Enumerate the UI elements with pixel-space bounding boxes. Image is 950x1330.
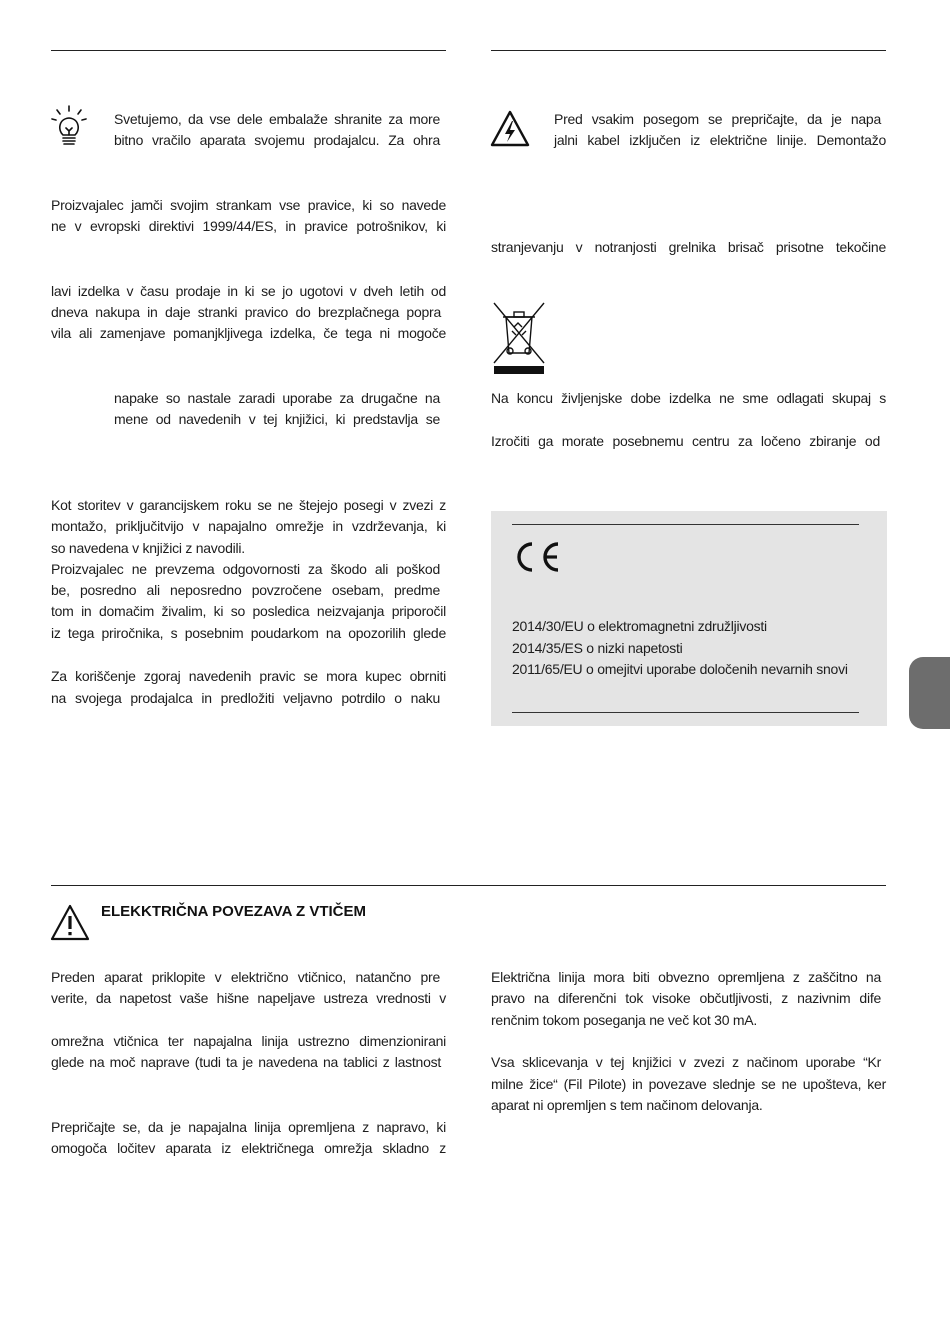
elec-right-p1-line-2: pravo na diferenčni tok visoke občutljivosti, z nazivnim dife xyxy=(491,990,881,1006)
service-line-2: montažo, priključitvijo v napajalno omrežje in vzdrževanja, ki xyxy=(51,518,446,534)
section-heading: ELEKKTRIČNA POVEZAVA Z VTIČEM xyxy=(101,903,367,920)
warning-triangle-icon xyxy=(50,904,90,941)
heater-line: stranjevanju v notranjosti grelnika brisač prisotne tekočine xyxy=(491,239,886,255)
crossed-out-bin-icon xyxy=(492,301,546,375)
high-voltage-warning-icon xyxy=(490,110,530,147)
service-line-6: tom in domačim živalim, ki so posledica neizvajanja priporočil xyxy=(51,603,446,619)
warranty2-line-3: vila ali zamenjave pomanjkljivega izdelka, če tega ni mogoče xyxy=(51,325,446,341)
service-line-5: be, posredno ali neposredno povzročene osebam, predme xyxy=(51,582,440,598)
elec-right-p2-line-3: aparat ni opremljen s tem načinom delovanja. xyxy=(491,1097,763,1113)
warranty2-line-1: lavi izdelka v času prodaje in ki se jo ugotovi v dveh letih od xyxy=(51,283,446,299)
tip-line-2: bitno vračilo aparata svojemu prodajalcu. Za ohra xyxy=(114,132,440,148)
elec-left-p3-line-2: omogoča ločitev aparata iz električnega omrežja skladno z xyxy=(51,1140,446,1156)
elec-right-p2-line-1: Vsa sklicevanja v tej knjižici v zvezi z načinom uporabe “Kr xyxy=(491,1054,881,1070)
elec-left-p2-line-1: omrežna vtičnica ter napajalna linija ustrezno dimenzionirani xyxy=(51,1033,446,1049)
service-line-7: iz tega priročnika, s posebnim poudarkom na opozorilih glede xyxy=(51,625,446,641)
elec-right-p2-line-2: milne žice“ (Fil Pilote) in povezave slednje se ne upošteva, ker xyxy=(491,1076,886,1092)
ce-mark-icon xyxy=(512,540,562,574)
disposal-line-2: Izročiti ga morate posebnemu centru za ločeno zbiranje od xyxy=(491,433,880,449)
top-rule-right xyxy=(491,50,886,51)
lightbulb-icon xyxy=(51,105,89,149)
ce-box-bottom-rule xyxy=(512,712,859,713)
warranty-line-1: Proizvajalec jamči svojim strankam vse pravice, ki so navede xyxy=(51,197,446,213)
elec-left-p1-line-1: Preden aparat priklopite v električno vtičnico, natančno pre xyxy=(51,969,440,985)
ce-box-top-rule xyxy=(512,524,859,525)
warning-line-2: jalni kabel izklјučen iz električne linije. Demontažo xyxy=(554,132,886,148)
elec-left-p3-line-1: Prepričajte se, da je napajalna linija opremljena z napravo, ki xyxy=(51,1119,446,1135)
warranty2-line-2: dneva nakupa in daje stranki pravico do brezplačnega popra xyxy=(51,304,441,320)
ce-directive-1: 2014/30/EU o elektromagnetni združljivosti xyxy=(512,618,767,634)
ce-directive-2: 2014/35/ES o nizki napetosti xyxy=(512,640,683,656)
service-line-4: Proizvajalec ne prevzema odgovornosti za škodo ali poškod xyxy=(51,561,440,577)
elec-right-p1-line-1: Električna linija mora biti obvezno opremljena z zaščitno na xyxy=(491,969,881,985)
section-rule xyxy=(51,885,886,886)
service-line-3: so navedena v knjižici z navodili. xyxy=(51,540,245,556)
tip-line-1: Svetujemo, da vse dele embalaže shranite za more xyxy=(114,111,440,127)
indent-line-1: napake so nastale zaradi uporabe za drugačne na xyxy=(114,390,440,406)
top-rule-left xyxy=(51,50,446,51)
elec-right-p1-line-3: renčnim tokom poseganja ne več kot 30 mA. xyxy=(491,1012,758,1028)
indent-line-2: mene od navedenih v tej knjižici, ki predstavlja se xyxy=(114,411,440,427)
claim-line-1: Za koriščenje zgoraj navedenih pravic se mora kupec obrniti xyxy=(51,668,446,684)
claim-line-2: na svojega prodajalca in predložiti veljavno potrdilo o naku xyxy=(51,690,440,706)
elec-left-p1-line-2: verite, da napetost vaše hišne napeljave ustreza vrednosti v xyxy=(51,990,446,1006)
elec-left-p2-line-2: glede na moč naprave (tudi ta je navedena na tablici z lastnost xyxy=(51,1054,441,1070)
warranty-line-2: ne v evropski direktivi 1999/44/ES, in pravice potrošnikov, ki xyxy=(51,218,446,234)
ce-directive-3: 2011/65/EU o omejitvi uporabe določenih nevarnih snovi xyxy=(512,661,848,677)
warning-line-1: Pred vsakim posegom se prepričajte, da je napa xyxy=(554,111,881,127)
section-tab xyxy=(909,657,950,729)
service-line-1: Kot storitev v garancijskem roku se ne štejejo posegi v zvezi z xyxy=(51,497,446,513)
disposal-line-1: Na koncu življenjske dobe izdelka ne sme odlagati skupaj s xyxy=(491,390,886,406)
